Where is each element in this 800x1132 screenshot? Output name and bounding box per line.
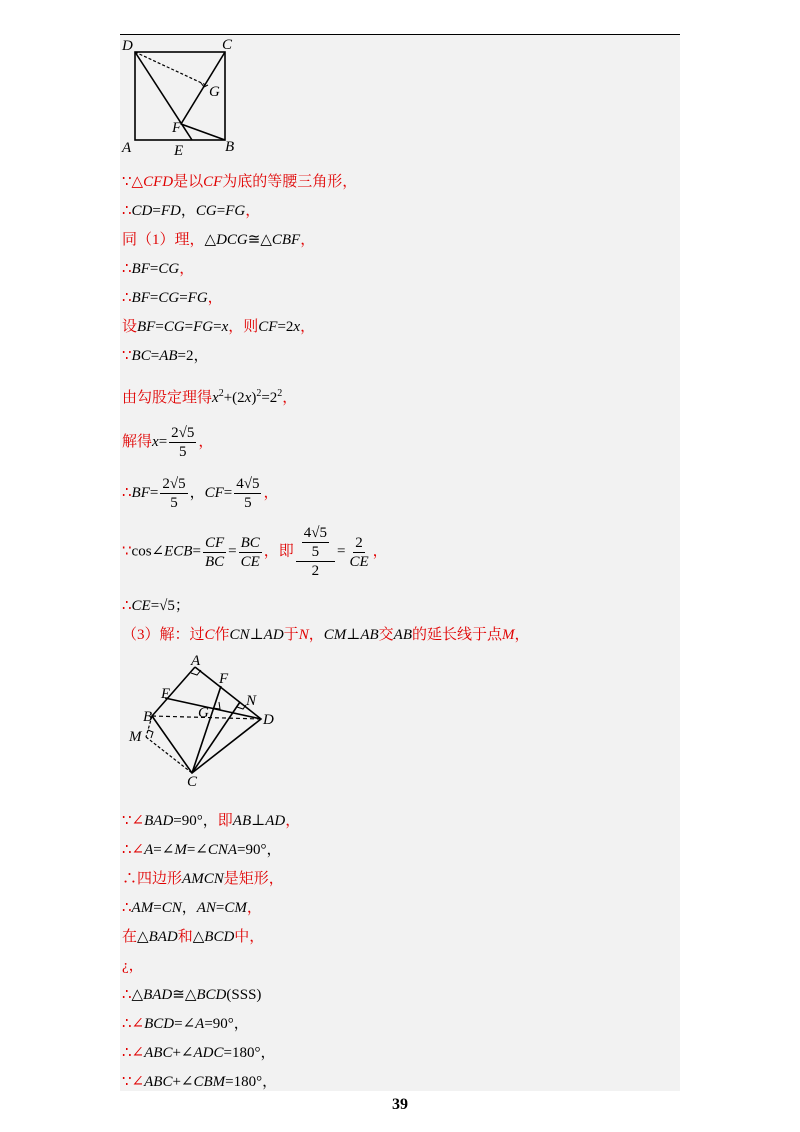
l11-fraction-2 (239, 534, 262, 571)
l18-s2: △ (137, 929, 149, 945)
l22-s3: +∠ (172, 1045, 194, 1061)
l11-n3top: 4√5 (303, 525, 327, 541)
l14-s1: ∵∠ (122, 813, 145, 829)
l10-s3: = (149, 484, 159, 501)
l6-s1: 设 (122, 319, 138, 335)
l23-s4: CBM (193, 1074, 226, 1090)
l9-s4: ， (198, 433, 214, 450)
l13-s15: 的延长线于点 (412, 627, 503, 643)
l16-s4: 是矩形， (223, 871, 284, 887)
l6-s4: CG (163, 319, 185, 335)
l6-s5: = (184, 319, 194, 335)
line-4 (122, 259, 194, 279)
l9-s1: 解得 (122, 433, 153, 450)
l20-s7: (SSS) (226, 987, 262, 1003)
l4-s2: BF (131, 261, 150, 277)
fig2-label-n: N (246, 693, 257, 709)
l17-s3: = (153, 900, 162, 916)
l15-s6: CNA (207, 842, 238, 858)
line-20 (122, 985, 261, 1005)
l10-s7: ， (263, 484, 279, 501)
fig1-label-g: G (209, 84, 220, 100)
l16-s1: ∴ (122, 871, 138, 887)
l6-s9: ，则 (228, 319, 259, 335)
fig2-label-f: F (219, 671, 229, 687)
l11-n3bot: 5 (311, 544, 320, 560)
l11-n3-inner (302, 524, 329, 561)
l11-d1: BC (204, 553, 225, 570)
l1-s5: CF (203, 174, 223, 190)
l17-s2: AM (131, 900, 154, 916)
l6-s13: ， (300, 319, 316, 335)
l9-s3: = (158, 433, 168, 450)
l5-s6: FG (187, 290, 208, 306)
fig1-label-e: E (174, 143, 184, 159)
l17-s8: CM (224, 900, 247, 916)
l20-s5: △ (184, 987, 197, 1003)
l9-fraction (169, 424, 196, 461)
l8-s2: x (212, 390, 219, 406)
fig2-label-b: B (143, 709, 153, 725)
l17-s1: ∴ (122, 900, 132, 916)
l13-s7: 于 (283, 627, 299, 643)
l15-s4: M (174, 842, 187, 858)
l5-s7: ， (207, 290, 223, 306)
l1-s3: CFD (143, 174, 174, 190)
l13-s6: AD (263, 627, 284, 643)
l16-s3: AMCN (182, 871, 224, 887)
page-number: 39 (392, 1096, 408, 1113)
l13-s17: ， (514, 627, 530, 643)
l3-s4: ≅ (247, 232, 261, 248)
l9-num: 2√5 (171, 425, 195, 441)
l13-s13: 交 (378, 627, 394, 643)
l13-s11: ⊥ (346, 627, 361, 643)
l23-s2: ABC (144, 1074, 173, 1090)
l18-s7: 中， (234, 929, 265, 945)
l11-s2: cos∠ (131, 543, 165, 560)
l18-s6: BCD (204, 929, 235, 945)
l13-s12: AB (360, 627, 379, 643)
l18-s5: △ (192, 929, 205, 945)
l4-s5: ， (179, 261, 195, 277)
line-17 (122, 898, 262, 918)
l2-s3: = (152, 203, 161, 219)
fig2-label-a: A (191, 653, 201, 669)
fig2-label-e: E (161, 686, 171, 702)
l22-s2: ABC (144, 1045, 173, 1061)
l23-s3: +∠ (172, 1074, 194, 1090)
l13-s14: AB (393, 627, 412, 643)
l10-fraction-1 (160, 475, 187, 512)
l22-s1: ∴∠ (122, 1045, 145, 1061)
fig1-label-c: C (222, 37, 233, 53)
l11-s1: ∵ (122, 543, 132, 560)
line-7 (122, 346, 208, 366)
l11-s8: ， (372, 543, 388, 560)
l2-s9: ， (245, 203, 261, 219)
line-6 (122, 317, 315, 337)
l20-s3: BAD (143, 987, 173, 1003)
l11-s7: = (337, 543, 346, 560)
l14-s4: 即 (217, 813, 233, 829)
fig1-label-a: A (122, 140, 132, 156)
l11-d3: 2 (311, 563, 320, 579)
line-11 (122, 524, 388, 580)
fig1-label-d: D (122, 38, 133, 54)
l17-s6: AN (196, 900, 216, 916)
l15-s3: =∠ (153, 842, 175, 858)
l7-s5: =2， (177, 348, 209, 364)
l7-s2: BC (131, 348, 151, 364)
l1-s6: 为底的等腰三角形， (222, 174, 358, 190)
l11-s3: ECB (164, 543, 193, 560)
l5-s5: = (179, 290, 188, 306)
l8-s11: ， (282, 390, 298, 406)
l8-s9: =2 (261, 390, 278, 406)
l23-s5: =180°， (225, 1074, 278, 1090)
l15-s1: ∴∠ (122, 842, 145, 858)
l15-s2: A (144, 842, 154, 858)
l10-den2: 5 (244, 495, 252, 511)
fig2-label-g: G (198, 705, 209, 721)
l18-s4: 和 (177, 929, 193, 945)
l13-s10: CM (323, 627, 347, 643)
l20-s2: △ (131, 987, 144, 1003)
l2-s5: ， (180, 203, 196, 219)
line-23 (122, 1072, 277, 1092)
l21-s4: A (195, 1016, 205, 1032)
l11-n3 (296, 524, 335, 562)
line-15 (122, 840, 282, 860)
fig1-label-b: B (225, 139, 235, 155)
l17-s7: = (215, 900, 225, 916)
l13-s5: ⊥ (249, 627, 264, 643)
line-21 (122, 1014, 249, 1034)
l2-s1: ∴ (122, 203, 132, 219)
l12-s3: =√5； (150, 598, 190, 614)
l6-s12: x (293, 319, 301, 335)
line-9 (122, 424, 213, 461)
l9-s2: x (152, 433, 159, 450)
l8-s6: x (244, 390, 252, 406)
l10-num1: 2√5 (162, 476, 186, 492)
l1-s1: ∵ (122, 174, 132, 190)
l9-den: 5 (179, 444, 187, 460)
l3-s1: 同（1）理， (122, 232, 205, 248)
figure-square (118, 36, 248, 160)
l14-s3: =90°， (173, 813, 218, 829)
l10-s4: ， (189, 484, 205, 501)
fig1-label-f: F (172, 120, 182, 136)
l5-s3: = (149, 290, 159, 306)
l3-s6: CBF (271, 232, 301, 248)
l6-s7: = (213, 319, 222, 335)
fig2-label-m: M (129, 729, 142, 745)
l10-fraction-2 (234, 475, 261, 512)
line-18 (122, 927, 264, 947)
l20-s4: ≅ (172, 987, 185, 1003)
l23-s1: ∵∠ (122, 1074, 145, 1090)
l4-s3: = (149, 261, 159, 277)
l22-s5: =180°， (223, 1045, 276, 1061)
l14-s5: AB (232, 813, 252, 829)
l8-s8: 2 (256, 388, 262, 399)
l11-fraction-3 (296, 524, 335, 580)
l13-s16: M (502, 627, 515, 643)
line-19 (122, 956, 144, 976)
l2-s8: FG (225, 203, 246, 219)
line-5 (122, 288, 223, 308)
l10-den1: 5 (170, 495, 178, 511)
l6-s10: CF (258, 319, 278, 335)
l20-s1: ∴ (122, 987, 132, 1003)
l16-s2: 四边形 (137, 871, 183, 887)
line-16 (122, 869, 284, 889)
l21-s5: =90°， (204, 1016, 249, 1032)
line-10 (122, 475, 278, 512)
l11-s6: ，即 (263, 543, 294, 560)
line-22 (122, 1043, 275, 1063)
l21-s2: BCD (144, 1016, 175, 1032)
l19-s1: ¿ (122, 958, 129, 974)
l13-s2: C (204, 627, 215, 643)
l6-s3: = (155, 319, 164, 335)
l14-s7: AD (265, 813, 286, 829)
l11-n1: CF (204, 534, 225, 551)
l10-s5: CF (204, 484, 224, 501)
l6-s11: =2 (277, 319, 294, 335)
l22-s4: ADC (193, 1045, 224, 1061)
l13-s4: CN (229, 627, 250, 643)
l11-s5: = (228, 543, 237, 560)
l8-s3: 2 (218, 388, 224, 399)
l7-s1: ∵ (122, 348, 132, 364)
l17-s5: ， (181, 900, 197, 916)
l13-s8: N (298, 627, 309, 643)
l7-s3: = (150, 348, 160, 364)
l14-s8: ， (285, 813, 301, 829)
l8-s1: 由勾股定理得 (122, 390, 213, 406)
l20-s6: BCD (196, 987, 227, 1003)
l2-s6: CG (195, 203, 217, 219)
l18-s1: 在 (122, 929, 138, 945)
line-12 (122, 596, 190, 616)
l3-s7: ， (300, 232, 316, 248)
l13-s1: （3）解：过 (122, 627, 205, 643)
line-13 (122, 625, 530, 645)
l11-fraction-4 (347, 534, 370, 571)
line-1 (122, 172, 357, 192)
l11-d4: CE (349, 553, 369, 570)
l3-s3: DCG (216, 232, 248, 248)
l8-s5: (2 (232, 390, 245, 406)
l13-s3: 作 (214, 627, 230, 643)
fig2-label-c: C (187, 774, 198, 790)
l6-s6: FG (193, 319, 214, 335)
l18-s3: BAD (148, 929, 178, 945)
figure-kite (125, 652, 285, 790)
l5-s1: ∴ (122, 290, 132, 306)
l10-s1: ∴ (122, 484, 132, 501)
l5-s4: CG (158, 290, 180, 306)
l19-s2: ， (128, 958, 144, 974)
l2-s7: = (216, 203, 226, 219)
l11-s4: = (192, 543, 201, 560)
l2-s2: CD (131, 203, 153, 219)
l8-s10: 2 (277, 388, 283, 399)
l11-n2: BC (240, 534, 260, 551)
l15-s7: =90°， (237, 842, 282, 858)
line-14 (122, 811, 300, 831)
l14-s2: BAD (144, 813, 174, 829)
l14-s6: ⊥ (251, 813, 266, 829)
l3-s2: △ (204, 232, 217, 248)
l11-d2: CE (240, 553, 260, 570)
line-2 (122, 201, 260, 221)
l6-s8: x (221, 319, 229, 335)
l8-s7: ) (251, 390, 257, 406)
l6-s2: BF (137, 319, 156, 335)
l5-s2: BF (131, 290, 150, 306)
line-8 (122, 384, 297, 408)
l4-s1: ∴ (122, 261, 132, 277)
l11-n4: 2 (355, 534, 363, 551)
l11-fraction-1 (203, 534, 226, 571)
l10-num2: 4√5 (236, 476, 260, 492)
fig2-label-d: D (263, 712, 274, 728)
l13-s9: ， (308, 627, 324, 643)
l17-s4: CN (161, 900, 182, 916)
l15-s5: =∠ (186, 842, 208, 858)
l21-s1: ∴∠ (122, 1016, 145, 1032)
l17-s9: ， (246, 900, 262, 916)
l7-s4: AB (159, 348, 178, 364)
l12-s2: CE (131, 598, 151, 614)
l1-s2: △ (131, 174, 144, 190)
l3-s5: △ (260, 232, 272, 248)
l4-s4: CG (158, 261, 180, 277)
line-3 (122, 230, 315, 250)
l2-s4: FD (160, 203, 181, 219)
l8-s4: + (223, 390, 233, 406)
l10-s6: = (223, 484, 233, 501)
l10-s2: BF (131, 484, 150, 501)
l1-s4: 是以 (173, 174, 204, 190)
l21-s3: =∠ (174, 1016, 196, 1032)
l12-s1: ∴ (122, 598, 132, 614)
